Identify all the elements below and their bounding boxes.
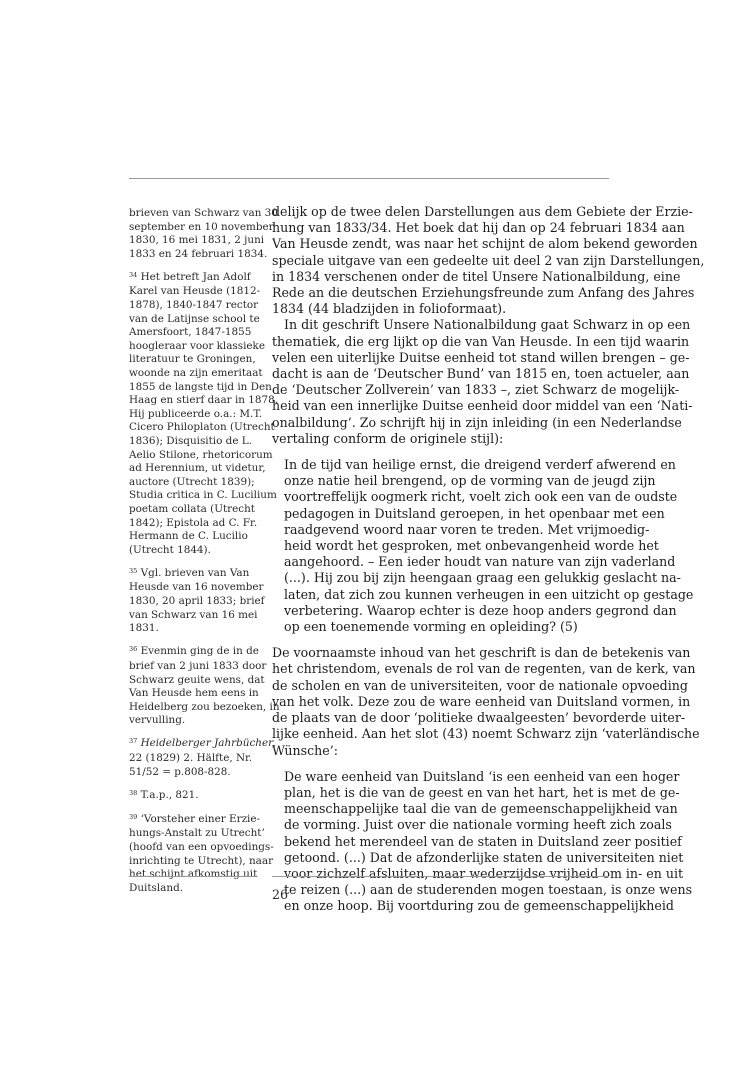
footnote-line: van de Latijnse school te bbox=[129, 312, 260, 325]
footnote-line: $^{36}$ Evenmin ging de in de bbox=[129, 645, 259, 658]
top-rule bbox=[129, 178, 609, 179]
footnote-line: brieven van Schwarz van 30 bbox=[129, 207, 278, 219]
footnote-line: van Schwarz van 16 mei bbox=[129, 608, 258, 621]
footnote-35 bbox=[129, 567, 265, 636]
footnote-line: Aelio Stilone, rhetoricorum bbox=[129, 448, 273, 461]
footnote-line: 1855 de langste tijd in Den bbox=[129, 380, 272, 393]
footnote-line: Heidelberg zou bezoeken, in bbox=[129, 700, 280, 713]
footnote-line: $^{37}$ Heidelberger Jahrbücher, bbox=[129, 737, 276, 750]
footnote-line: Duitsland. bbox=[129, 881, 184, 894]
paragraph-voornaamste-inhoud bbox=[272, 645, 700, 758]
footnote-number: 35 bbox=[129, 566, 138, 575]
text-line: de scholen en van de universiteiten, voor de nationale opvoeding bbox=[272, 677, 688, 693]
text-line: speciale uitgave van een gedeelte uit deel 2 van zijn Darstellungen, bbox=[272, 252, 705, 268]
text-line: Van Heusde zendt, was naar het schijnt de alom bekend geworden bbox=[272, 236, 698, 252]
quote-line: bekend het merendeel van de staten in Duitsland zeer positief bbox=[284, 833, 682, 849]
footnotes-column bbox=[129, 207, 280, 905]
quote-line: voortreffelijk oogmerk richt, voelt zich ook een van de oudste bbox=[284, 489, 678, 505]
footnote-line: vervulling. bbox=[129, 714, 186, 727]
bottom-rule-main bbox=[272, 876, 609, 877]
text-line: Wünsche’: bbox=[272, 742, 338, 758]
footnote-line: Van Heusde hem eens in bbox=[129, 687, 259, 700]
footnote-number: 39 bbox=[129, 812, 138, 821]
footnote-37 bbox=[129, 737, 276, 779]
text-line: hung van 1833/34. Het boek dat hij dan op 24 februari 1834 aan bbox=[272, 220, 685, 236]
text-line: vertaling conform de originele stijl): bbox=[272, 430, 504, 446]
footnote-line: poetam collata (Utrecht bbox=[129, 502, 255, 515]
footnote-number: 37 bbox=[129, 737, 138, 746]
footnote-line: Cicero Philoplaton (Utrecht bbox=[129, 421, 275, 434]
text-line: heid van een innerlijke Duitse eenheid door middel van een ‘Nati- bbox=[272, 398, 693, 414]
quote-line: aangehoord. – Een ieder houdt van nature van zijn vaderland bbox=[284, 554, 676, 570]
text-line: lijke eenheid. Aan het slot (43) noemt Schwarz zijn ‘vaterländische bbox=[272, 726, 700, 742]
footnote-line: auctore (Utrecht 1839); bbox=[129, 475, 255, 488]
quote-line: raadgevend woord naar voren te treden. Met vrijmoedig- bbox=[284, 521, 650, 537]
text-line: Rede an die deutschen Erziehungsfreunde zum Anfang des Jahres bbox=[272, 285, 695, 301]
text-line: In dit geschrift Unsere Nationalbildung gaat Schwarz in op een bbox=[284, 317, 691, 333]
footnote-line: $^{34}$ Het betreft Jan Adolf bbox=[129, 270, 251, 283]
quote-line: getoond. (...) Dat de afzonderlijke staten de universiteiten niet bbox=[284, 849, 684, 865]
footnote-line: brief van 2 juni 1833 door bbox=[129, 659, 267, 672]
quote-line: laten, dat zich zou kunnen verheugen in een uitzicht op gestage bbox=[284, 586, 694, 602]
bottom-rule-notes bbox=[129, 876, 255, 877]
quote-line: voor zichzelf afsluiten, maar wederzijdse vrijheid om in- en uit bbox=[284, 865, 684, 881]
footnote-line: inrichting te Utrecht), naar bbox=[129, 854, 274, 867]
footnote-line: 1831. bbox=[129, 622, 159, 635]
footnote-39 bbox=[129, 812, 274, 896]
quote-line: heid wordt het gesproken, met onbevangenheid worde het bbox=[284, 538, 659, 554]
footnote-line: het schijnt afkomstig uit bbox=[129, 868, 258, 881]
footnote-line: 1833 en 24 februari 1834. bbox=[129, 247, 268, 260]
text-line: dacht is aan de ‘Deutscher Bund’ van 1815 en, toen actueler, aan bbox=[272, 366, 690, 382]
quote-line: te reizen (...) aan de studerenden mogen toestaan, is onze wens bbox=[284, 882, 693, 898]
footnote-line: september en 10 november bbox=[129, 220, 274, 233]
footnote-line: hungs-Anstalt zu Utrecht’ bbox=[129, 827, 265, 840]
footnote-line: Hermann de C. Lucilio bbox=[129, 530, 248, 543]
footnote-line: 1878), 1840-1847 rector bbox=[129, 299, 259, 312]
footnote-line: (Utrecht 1844). bbox=[129, 543, 211, 556]
quote-line: (...). Hij zou bij zijn heengaan graag een gelukkig geslacht na- bbox=[284, 570, 681, 586]
footnote-33-continuation bbox=[129, 207, 278, 261]
footnote-number: 36 bbox=[129, 645, 138, 654]
footnote-line: $^{38}$ T.a.p., 821. bbox=[129, 788, 199, 801]
footnote-34 bbox=[129, 270, 279, 557]
footnote-line: (hoofd van een opvoedings- bbox=[129, 840, 274, 853]
text-line: De voornaamste inhoud van het geschrift is dan de betekenis van bbox=[272, 645, 691, 661]
quote-line: meenschappelijke taal die van de gemeenschappelijkheid van bbox=[284, 801, 678, 817]
block-quote-introduction bbox=[284, 457, 694, 635]
footnote-line: Heusde van 16 november bbox=[129, 581, 264, 594]
quote-line: plan, het is die van de geest en van het hart, het is met de ge- bbox=[284, 784, 680, 800]
footnote-line: Schwarz geuite wens, dat bbox=[129, 673, 265, 686]
footnote-line: literatuur te Groningen, bbox=[129, 353, 256, 366]
text-line: delijk op de twee delen Darstellungen aus dem Gebiete der Erzie- bbox=[272, 204, 693, 219]
footnote-line: Haag en stierf daar in 1878. bbox=[129, 394, 279, 407]
quote-line: pedagogen in Duitsland geroepen, in het openbaar met een bbox=[284, 505, 665, 521]
quote-line: en onze hoop. Bij voortduring zou de gemeenschappelijkheid bbox=[284, 898, 674, 914]
text-line: velen een uiterlijke Duitse eenheid tot stand willen brengen – ge- bbox=[272, 349, 690, 365]
text-line: onalbildung’. Zo schrijft hij in zijn inleiding (in een Nederlandse bbox=[272, 414, 682, 430]
footnote-line: 1836); Disquisitio de L. bbox=[129, 435, 252, 447]
text-line: van het volk. Deze zou de ware eenheid van Duitsland vormen, in bbox=[272, 693, 691, 709]
text-line: het christendom, evenals de rol van de regenten, van de kerk, van bbox=[272, 661, 696, 677]
quote-line: onze natie heil brengend, op de vorming van de jeugd zijn bbox=[284, 473, 656, 489]
text-line: de plaats van de door ‘politieke dwaalgeesten’ bevorderde uiter- bbox=[272, 710, 686, 726]
footnote-line: Karel van Heusde (1812- bbox=[129, 285, 261, 298]
footnote-number: 34 bbox=[129, 270, 138, 279]
footnote-line: 1830, 16 mei 1831, 2 juni bbox=[129, 234, 265, 247]
footnote-line: Hij publiceerde o.a.: M.T. bbox=[129, 407, 263, 420]
footnote-line: Studia critica in C. Lucilium bbox=[129, 489, 277, 502]
quote-line: In de tijd van heilige ernst, die dreigend verderf afwerend en bbox=[284, 457, 676, 473]
quote-line: op een toenemende vorming en opleiding? (5) bbox=[284, 619, 578, 635]
text-line: in 1834 verschenen onder de titel Unsere Nationalbildung, eine bbox=[272, 268, 681, 284]
footnote-line: woonde na zijn emeritaat bbox=[129, 367, 263, 380]
footnote-line: $^{39}$ ‘Vorsteher einer Erzie- bbox=[129, 812, 261, 825]
footnote-38 bbox=[129, 789, 265, 804]
text-line: 1834 (44 bladzijden in folioformaat). bbox=[272, 301, 507, 317]
footnote-36 bbox=[129, 645, 280, 728]
footnote-line: $^{35}$ Vgl. brieven van Van bbox=[129, 566, 250, 579]
page-number: 26 bbox=[272, 887, 289, 902]
footnote-line: Amersfoort, 1847-1855 bbox=[129, 326, 252, 339]
footnote-number: 38 bbox=[129, 788, 138, 797]
main-text-column bbox=[272, 204, 705, 915]
footnote-line: 51/52 = p.808-828. bbox=[129, 765, 231, 778]
footnote-line: 1830, 20 april 1833; brief bbox=[129, 595, 265, 608]
text-line: de ‘Deutscher Zollverein’ van 1833 –, ziet Schwarz de mogelijk- bbox=[272, 382, 680, 398]
paragraph-darstellungen bbox=[272, 204, 705, 317]
footnote-line: ad Herennium, ut videtur, bbox=[129, 462, 266, 475]
quote-line: de vorming. Juist over die nationale vorming heeft zich zoals bbox=[284, 817, 672, 833]
quote-line: verbetering. Waarop echter is deze hoop anders gegrond dan bbox=[284, 602, 677, 618]
block-quote-ware-eenheid bbox=[284, 768, 693, 915]
footnote-line: 22 (1829) 2. Hälfte, Nr. bbox=[129, 751, 253, 764]
quote-line: De ware eenheid van Duitsland ‘is een eenheid van een hoger bbox=[284, 768, 680, 784]
text-line: thematiek, die erg lijkt op die van Van Heusde. In een tijd waarin bbox=[272, 333, 690, 349]
paragraph-nationalbildung bbox=[272, 317, 693, 447]
footnote-line: hoogleraar voor klassieke bbox=[129, 339, 266, 352]
footnote-line: 1842); Epistola ad C. Fr. bbox=[129, 516, 258, 529]
